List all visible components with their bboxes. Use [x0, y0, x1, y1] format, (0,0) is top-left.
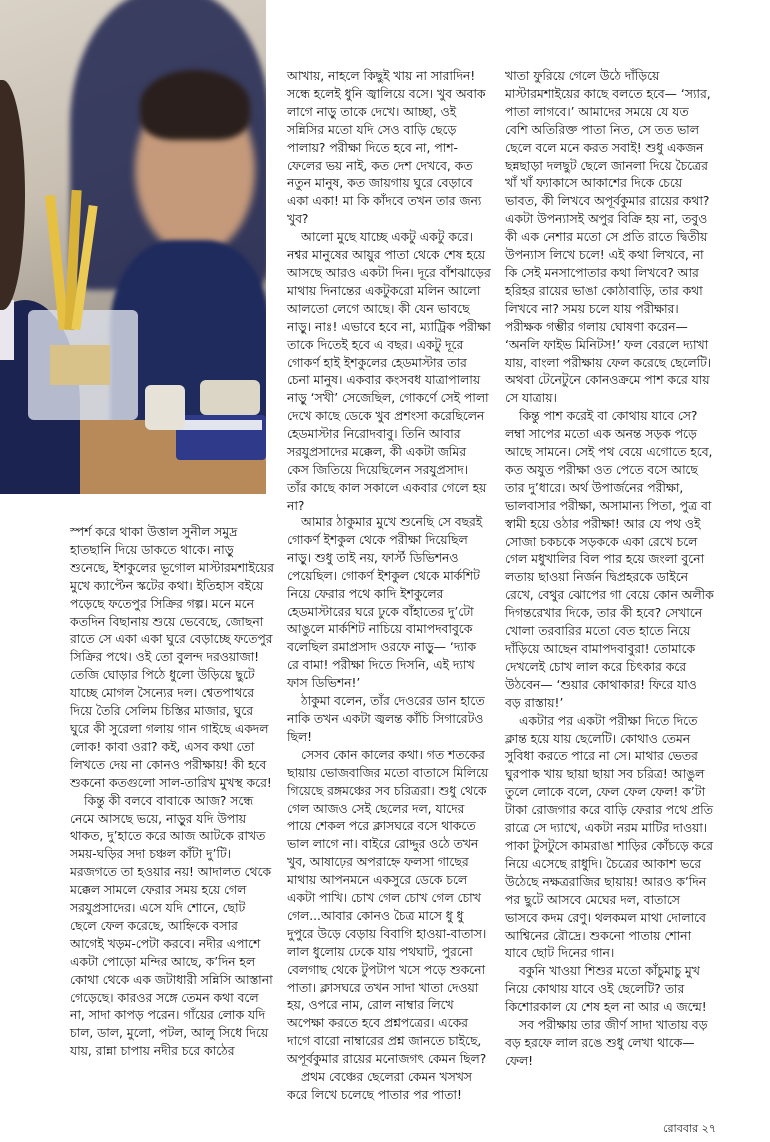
small-jar [200, 380, 260, 415]
paragraph: আখায়, নাহলে কিছুই খায় না সারাদিন! সন্ধে হলেই ধুনি জ্বালিয়ে বসে। খুব অবাক লাগে নাড়ু তাকে দেখে। আচ্ছা, ওই সন্নিসির মতো যদি সেও বাড়ি ছেড়ে পালায়? পরীক্ষা দিতে হবে না, পাশ-ফেলের ভয় নাই, কত দেশ দেখবে, কত নতুন মানুষ, কত জায়গায় ঘুরে বেড়াবে একা একা! মা কি কাঁদবে তখন তার জন্য খুব? [287, 69, 486, 227]
pencil-box-lid [180, 420, 262, 430]
student-hair [140, 70, 250, 140]
paragraph: খাতা ফুরিয়ে গেলে উঠে দাঁড়িয়ে মাস্টারমশাইয়ের কাছে বলতে হবে— ‘স্যার, পাতা লাগবে।’ আমাদের সময়ে যে যত বেশি অতিরিক্ত পাতা নিত, সে তত ভাল ছেলে বলে মনে করত সবাই! শুধু একজন ছন্নছাড়া দলছুট ছেলে জানলা দিয়ে চৈত্রের খাঁ খাঁ ফ্যাকাসে আকাশের দিকে চেয়ে ভাবত, কী লিখবে অপূর্বকুমার রায়ের কথা? একটা উপন্যাসই অপুর বিক্রি হয় না, তবুও কী এক নেশার মতো সে প্রতি রাতে দ্বিতীয় উপন্যাস লিখে চলে! এই কথা লিখবে, না কি সেই মনসাপোতার কথা লিখবে? আর হরিহর রায়ের ভাঙা কোঠাবাড়ি, তার কথা লিখবে না? সময় চলে যায় পরীক্ষার। পরীক্ষক গম্ভীর গলায় ঘোষণা করেন— ‘অনলি ফাইভ মিনিটস!’ ফল বেরলে দ্যাখা যায়, বাংলা পরীক্ষায় ফেল করেছে ছেলেটি। অথবা টেনেটুনে কোনওক্রমে পাশ করে যায় সে যাত্রায়। [505, 69, 712, 406]
paragraph: একটার পর একটা পরীক্ষা দিতে দিতে ক্লান্ত হয়ে যায় ছেলেটি। কোথাও তেমন সুবিধা করতে পারে না সে। মাথার ভেতর ঘুরপাক খায় ছায়া ছায়া সব চরিত্র! আঙুল তুলে লোকে বলে, ফেল ফেল ফেল! ক’টা টাকা রোজগার করে বাড়ি ফেরার পথে প্রতি রাত্রে সে দ্যাখে, একটা নরম মাটির দাওয়া। পাকা টুসটুসে কামরাঙা শাড়ির কোঁচড়ে করে নিয়ে এসেছে রাধুদি। চৈত্রের আকাশ ভরে উঠেছে নক্ষত্ররাজির ছায়ায়! আরও ক’দিন পর ছুটে আসবে মেঘের দল, বাতাসে ভাসবে কদম রেণু। থলকমল মাথা দোলাবে আশ্বিনের রৌদ্রে। শুকনো পাতায় শোনা যাবে ছোট দিনের গান। [505, 713, 713, 961]
column-middle-bottom [287, 514, 491, 1105]
small-bottle [145, 385, 185, 430]
column-middle-top [287, 68, 491, 516]
paragraph: আলো মুছে যাচ্ছে একটু একটু করে। নশ্বর মানুষের আয়ুর পাতা থেকে শেষ হয়ে আসছে আরও একটা দিন। দূরে বাঁশঝাড়ের মাথায় দিনান্তের একটুকরো মলিন আলো আলতো লেগে আছে। কী যেন ভাবছে নাড়ু। নাঃ! এভাবে হবে না, ম্যাট্রিক পরীক্ষা তাকে দিতেই হবে এ বছর। একটু দূরে গোকর্ণ হাই ইশকুলের হেডমাস্টার তার চেনা মানুষ। একবার কংসবধ যাত্রাপালায় নাড়ু ‘সখী’ সেজেছিল, গোকর্ণে সেই পালা দেখে কাছে ডেকে খুব প্রশংসা করেছিলেন হেডমাস্টার নিরোদবাবু। তিনি আবার সরযুপ্রসাদের মক্কেল, কী একটা জমির কেস জিতিয়ে দিয়েছিলেন সরযুপ্রসাদ। তাঁর কাছে কাল সকালে একবার গেলে হয় না? [287, 230, 491, 513]
cup-label [50, 345, 110, 385]
foreground-head [0, 80, 25, 310]
paragraph: সব পরীক্ষায় তার জীর্ণ সাদা খাতায় বড় বড় হরফে লাল রঙে শুধু লেখা থাকে— ফেল! [505, 1018, 708, 1068]
paragraph: বকুনি খাওয়া শিশুর মতো কাঁচুমাচু মুখ নিয়ে কোথায় যাবে ওই ছেলেটি? তার কিশোরকাল যে শেষ হল না আর এ জন্মে! [505, 964, 707, 1015]
column-right [505, 68, 715, 1071]
paragraph: কিন্তু কী বলবে বাবাকে আজ? সন্ধে নেমে আসছে ভয়ে, নাড়ুর যদি উপায় থাকত, দু’হাতে করে আজ আটকে রাখত সময়-ঘড়ির সদা চঞ্চল কাঁটা দু’টি। মরজগতে তা হওয়ার নয়! আদালত থেকে মক্কেল সামলে ফেরার সময় হয়ে গেল সরযুপ্রসাদের। এসে যদি শোনে, ছোট ছেলে ফেল করেছে, আহ্নিকে বসার আগেই খড়ম-পেটা করবে। নদীর এপাশে একটা পোড়ো মন্দির আছে, ক’দিন হল কোথা থেকে এক জটাধারী সন্নিসি আস্তানা গেড়েছে। কারওর সঙ্গে তেমন কথা বলে না, সাদা কাপড় পরেন। গাঁয়ের লোক যদি চাল, ডাল, মুলো, পটল, আলু সিধে দিয়ে যায়, রান্না চাপায় নদীর চরে কাঠের [70, 793, 273, 1059]
paragraph: কিন্তু পাশ করেই বা কোথায় যাবে সে? লম্বা সাপের মতো এক অনন্ত সড়ক পড়ে আছে সামনে। সেই পথ বেয়ে এগোতে হবে, কত অযুত পরীক্ষা ওত পেতে বসে আছে তার দু’ধারে। অর্থ উপার্জনের পরীক্ষা, ভালবাসার পরীক্ষা, অসামান্য পিতা, পুত্র বা স্বামী হয়ে ওঠার পরীক্ষা! আর যে পথ ওই সোজা চকচকে সড়ককে একা রেখে চলে গেল মধুখালির বিল পার হয়ে জংলা বুনো লতায় ছাওয়া নির্জন দ্বিপ্রহরকে ডাইনে রেখে, বেথুর ঝোপের গা বেয়ে কোন অলীক দিগন্তরেখার দিকে, তার কী হবে? সেখানে খোলা তরবারির মতো বেত হাতে নিয়ে দাঁড়িয়ে আছেন বামাপদবাবুরা! তোমাকে দেখলেই চোখ লাল করে চিৎকার করে উঠবেন— ‘শুয়ার কোথাকার! ফিরে যাও বড় রাস্তায়!’ [505, 409, 714, 710]
paragraph: সেসব কোন কালের কথা। গত শতকের ছায়ায় ভোজবাজির মতো বাতাসে মিলিয়ে গিয়েছে রঙ্গমঞ্চের সব চরিত্ররা। শুধু থেকে গেল আজও সেই ছেলের দল, যাদের পায়ে শেকল পরে ক্লাসঘরে বসে থাকতে ভাল লাগে না। বাইরে রোদ্দুর ওঠে তখন খুব, আষাঢ়ের অপরাহ্নে ফলসা গাছের মাথায় আপনমনে একসুরে ডেকে চলে একটা পাখি। চোখ গেল চোখ গেল চোখ গেল...আবার কোনও চৈত্র মাসে ধু ধু দুপুরে উড়ে বেড়ায় বিবাগি হাওয়া-বাতাস। লাল ধুলোয় ঢেকে যায় পথঘাট, পুরনো বেলগাছ থেকে টুপটাপ খসে পড়ে শুকনো পাতা। ক্লাসঘরে তখন সাদা খাতা দেওয়া হয়, ওপরে নাম, রোল নাম্বার লিখে অপেক্ষা করতে হবে প্রশ্নপত্রের। একের দাগে বারো নাম্বারের প্রশ্ন জানতে চাইছে, অপূর্বকুমার রায়ের মনোজগৎ কেমন ছিল? [287, 747, 489, 1067]
paragraph: স্পর্শ করে থাকা উত্তাল সুনীল সমুদ্র হাতছানি দিয়ে ডাকতে থাকে। নাড়ু শুনেছে, ইশকুলের ভূগোল মাস্টারমশাইয়ের মুখে ক্যাপ্টেন স্কটের কথা। ইতিহাস বইয়ে পড়েছে ফতেপুর সিক্রির গল্প। মনে মনে কতদিন বিছানায় শুয়ে ভেবেছে, জোছনা রাতে সে একা একা ঘুরে বেড়াচ্ছে ফতেপুর সিক্রির পথে। ওই তো বুলন্দ দরওয়াজা! তেজি ঘোড়ার পিঠে ধুলো উড়িয়ে ছুটে যাচ্ছে মোগল সৈন্যের দল। শ্বেতপাথরে দিয়ে তৈরি সেলিম চিস্তির মাজার, ঘুরে ঘুরে কী সুরেলা গলায় গান গাইছে একদল লোক! কাবা ওরা? কই, এসব কথা তো লিখতে দেয় না কোনও পরীক্ষায়! কী হবে শুকনো কতগুলো সাল-তারিখ মুখস্থ করে! [70, 525, 274, 790]
page-folio: রোববার ২৭ [663, 1122, 716, 1135]
column-left [70, 524, 274, 1061]
paragraph: প্রথম বেঞ্চের ছেলেরা কেমন খসখস করে লিখে চলেছে পাতার পর পাতা! [287, 1070, 472, 1102]
paragraph: ঠাকুমা বলেন, তাঁর দেওরের ডান হাতে নাকি তখন একটা জ্বলন্ত কাঁচি সিগারেটও ছিল! [287, 694, 485, 744]
classroom-photo [0, 0, 266, 494]
paragraph: আমার ঠাকুমার মুখে শুনেছি সে বছরই গোকর্ণ ইশকুল থেকে পরীক্ষা দিয়েছিল নাড়ু। শুধু তাই নয়, ফার্স্ট ডিভিশনও পেয়েছিল। গোকর্ণ ইশকুল থেকে মার্কশিট নিয়ে ফেরার পথে কাদি ইশকুলের হেডমাস্টারের ঘরে ঢুকে বাঁহাতের দু’টো আঙুলে মার্কশিট নাচিয়ে বামাপদবাবুকে বলেছিল রমাপ্রসাদ ওরফে নাড়ু— ‘দ্যাক রে বামা! পরীক্ষা দিতে দিসনি, এই দ্যাখ ফাস ডিভিশন!’ [287, 515, 483, 691]
